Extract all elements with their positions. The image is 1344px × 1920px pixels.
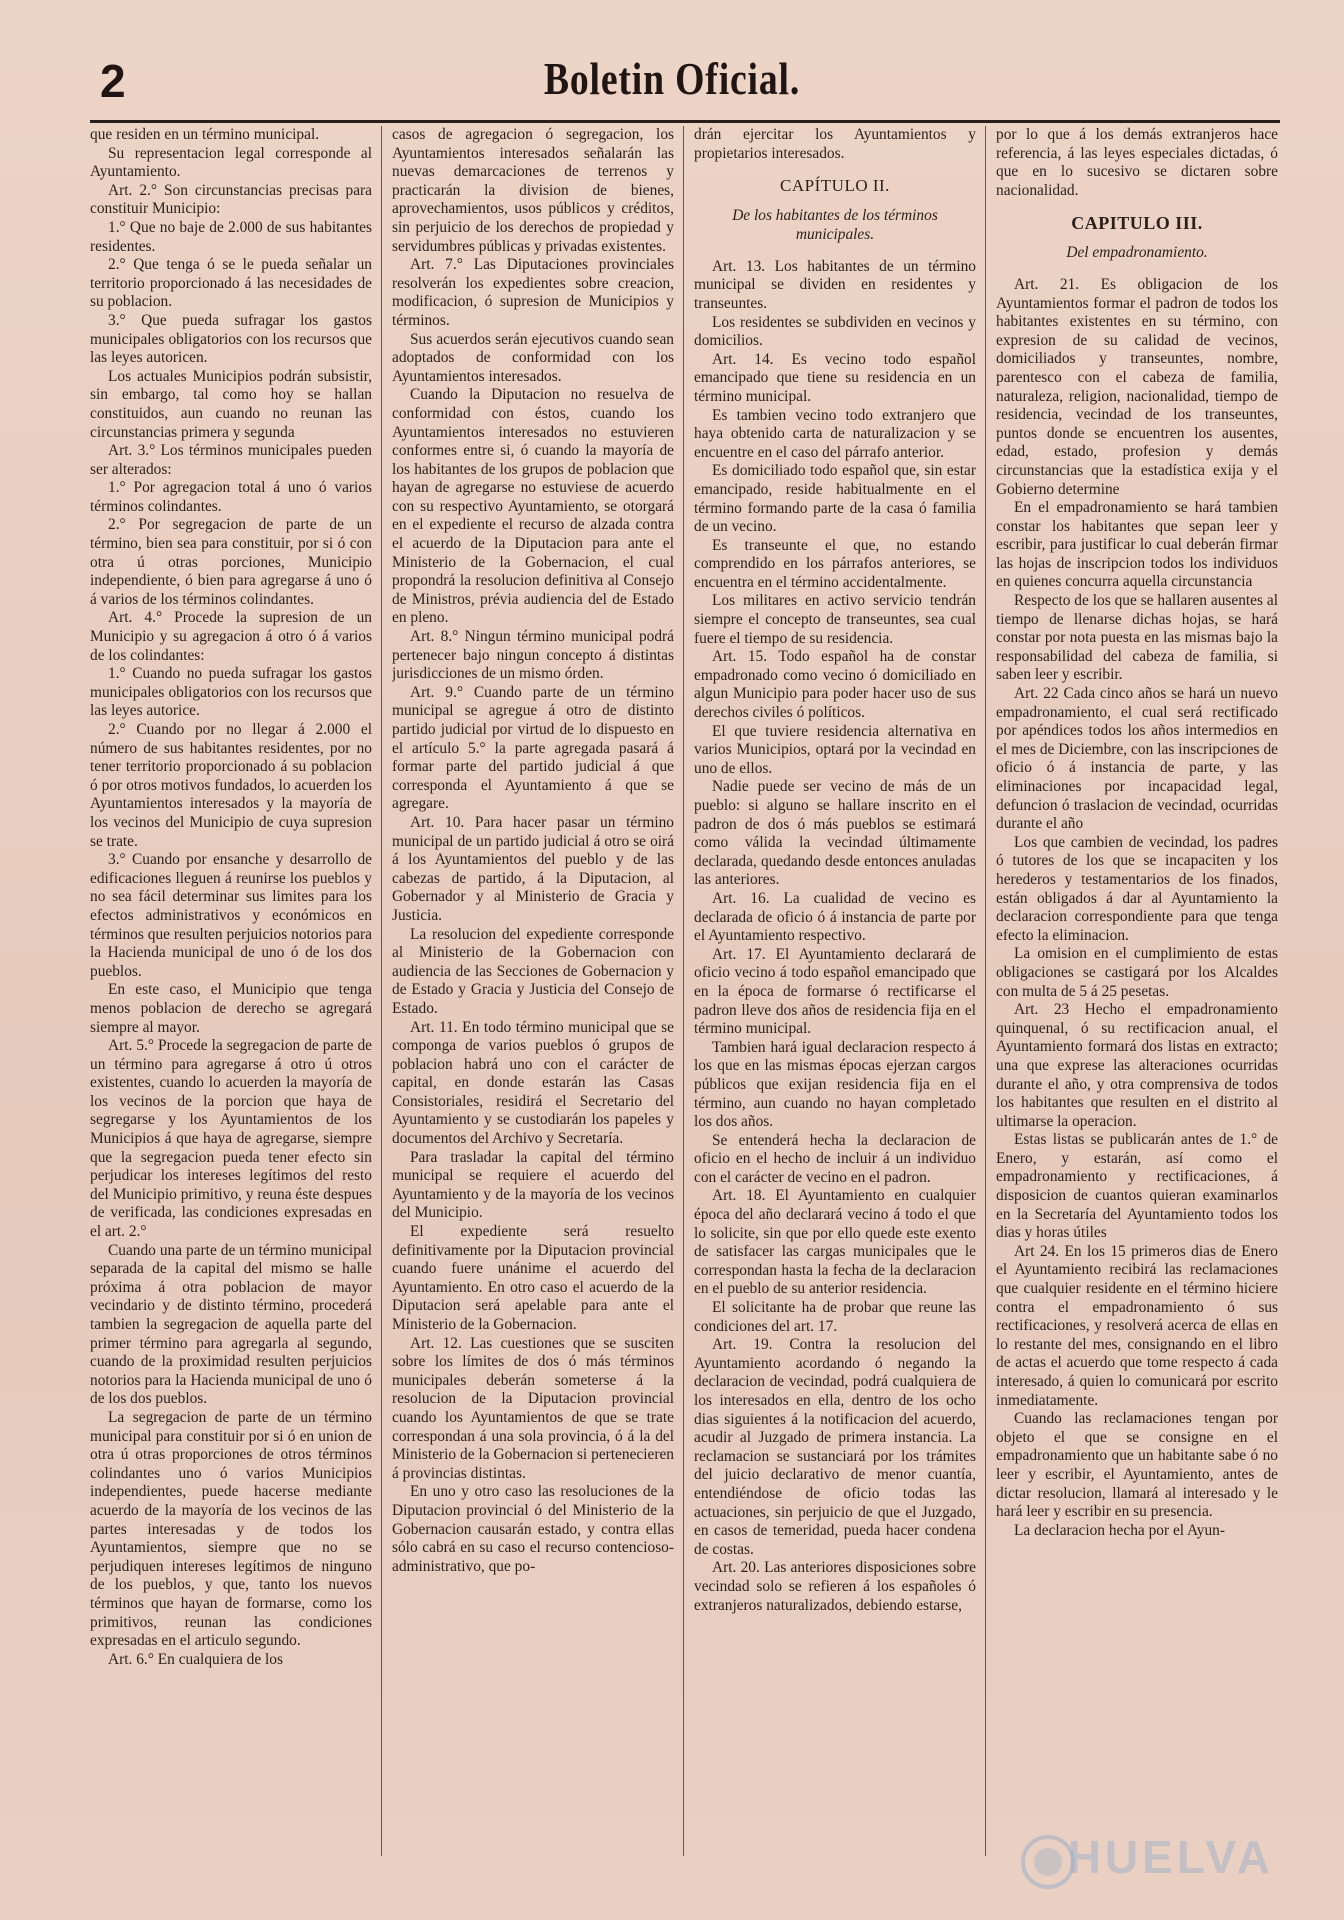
article-paragraph: Los que cambien de vecindad, los padres ó tutores de los que se incapaciten y los herederos y testamentarios de los finados, están obligados á dar al Ayuntamiento la declaracion correspondiente para que tenga efecto la eliminacion.	[996, 833, 1278, 944]
article-paragraph: Art. 11. En todo término municipal que se componga de varios pueblos ó grupos de poblacion habrá uno con el carácter de capital, en donde estarán las Casas Consistoriales, residirá el Secretario del Ayuntamiento y se custodiarán los papeles y documentos del Archivo y Secretaría.	[392, 1018, 674, 1148]
article-paragraph: Art. 17. El Ayuntamiento declarará de oficio vecino á todo español emancipado que en la época de formarse ó rectificarse el padron lleve dos años de residencia fija en el término municipal.	[694, 945, 976, 1038]
article-paragraph: En uno y otro caso las resoluciones de la Diputacion provincial ó del Ministerio de la Gobernacion causarán estado, y contra ellas sólo cabrá en su caso el recurso contencioso-administrativo, que po-	[392, 1483, 674, 1575]
article-paragraph: En este caso, el Municipio que tenga menos poblacion de derecho se agregará siempre al mayor.	[90, 981, 372, 1036]
article-paragraph: Cuando la Diputacion no resuelva de conformidad con éstos, cuando los Ayuntamientos interesados no estuvieren conformes entre si, ó cuando la mayoría de los habitantes de los grupos de poblacion que hayan de agregarse no estuviese de acuerdo con su respectivo Ayuntamiento, se otorgará en el expediente el recurso de alzada contra el acuerdo de la Diputacion para ante el Ministerio de la Gobernacion, el cual propondrá la resolucion definitiva al Consejo de Ministros, prévia audiencia del de Estado en pleno.	[392, 386, 674, 627]
article-paragraph: Art. 5.° Procede la segregacion de parte de un término para agregarse á otro ú otros existentes, cuando lo acuerden la mayoría de los vecinos de la porcion que haya de segregarse y los Ayuntamientos de los Municipios á que haya de agregarse, siempre que la segregacion pueda tener efecto sin perjudicar los intereses legítimos del resto del Municipio primitivo, y reuna éste despues de verificada, las condiciones expresadas en el art. 2.°	[90, 1037, 372, 1241]
article-paragraph: Es tambien vecino todo extranjero que haya obtenido carta de naturalizacion y se encuentre en el caso del párrafo anterior.	[694, 406, 976, 461]
text-columns	[90, 126, 1280, 1856]
article-paragraph: Art. 7.° Las Diputaciones provinciales resolverán los expedientes sobre creacion, modificacion, ó supresion de Municipios y términos.	[392, 256, 674, 329]
article-paragraph: 2.° Cuando por no llegar á 2.000 el número de sus habitantes residentes, por no tener territorio proporcionado á su poblacion ó por otros motivos fundados, lo acuerden los Ayuntamientos interesados y la mayoría de los vecinos del Municipio de cuya supresion se trate.	[90, 721, 372, 850]
article-paragraph: 3.° Cuando por ensanche y desarrollo de edificaciones lleguen á reunirse los pueblos y no sea fácil determinar sus limites para los efectos administrativos y económicos en términos que resulten perjuicios notorios para la Hacienda municipal de uno ó de los dos pueblos.	[90, 851, 372, 980]
chapter-subtitle: De los habitantes de los términos municipales.	[732, 206, 938, 243]
article-paragraph: 2.° Que tenga ó se le pueda señalar un territorio proporcionado á las necesidades de su poblacion.	[90, 256, 372, 311]
article-paragraph: Nadie puede ser vecino de más de un pueblo: si alguno se hallare inscrito en el padron de dos ó más pueblos se estimará como válida la vecindad últimamente declarada, quedando desde entonces anuladas las anteriores.	[694, 778, 976, 889]
article-paragraph: Art. 15. Todo español ha de constar empadronado como vecino ó domiciliado en algun Municipio para poder hacer uso de sus derechos civiles ó políticos.	[694, 648, 976, 722]
article-paragraph: En el empadronamiento se hará tambien constar los habitantes que sepan leer y escribir, para justificar lo cual deberán firmar las hojas de inscripcion todos los individuos en quienes concurra aquella circunstancia	[996, 499, 1278, 591]
article-paragraph: Es domiciliado todo español que, sin estar emancipado, reside habitualmente en el término formando parte de la casa ó familia de un vecino.	[694, 462, 976, 536]
column-3	[694, 126, 976, 1856]
article-paragraph: Art. 21. Es obligacion de los Ayuntamientos formar el padron de todos los habitantes existentes en su término, con expresion de su calidad de vecinos, domiciliados y transeuntes, nombre, parentesco con el cabeza de familia, naturaleza, religion, nacionalidad, tiempo de residencia, vecindad de los transeuntes, puntos donde se encuentren los ausentes, edad, estado, profesion y demás circunstancias que la estadística exija y el Gobierno determine	[996, 275, 1278, 498]
article-paragraph: 3.° Que pueda sufragar los gastos municipales obligatorios con los recursos que las leyes autoricen.	[90, 311, 372, 367]
article-paragraph: 1.° Por agregacion total á uno ó varios términos colindantes.	[90, 479, 372, 515]
article-paragraph: Art. 14. Es vecino todo español emancipado que tiene su residencia en un término municipal.	[694, 350, 976, 405]
article-paragraph: Se entenderá hecha la declaracion de oficio en el hecho de incluir á un individuo con el carácter de vecino en el padron.	[694, 1131, 976, 1186]
article-paragraph: Art. 3.° Los términos municipales pueden ser alterados:	[90, 442, 372, 478]
article-paragraph: La segregacion de parte de un término municipal para constituir por si ó en union de otra ú otras proporciones de otros términos colindantes uno ó varios Municipios independientes, puede hacerse mediante acuerdo de la mayoría de los vecinos de las partes interesadas y de todos los Ayuntamientos, siempre que no se perjudiquen intereses legítimos de ninguno de los pueblos, y que, tanto los nuevos términos que hayan de formarse, como los primitivos, reunan las condiciones expresadas en el articulo segundo.	[90, 1408, 372, 1650]
page-title: Boletin Oficial.	[543, 53, 801, 104]
chapter-heading: CAPITULO III.	[1071, 213, 1203, 234]
chapter-heading: CAPÍTULO II.	[780, 176, 890, 196]
header-rule	[90, 120, 1280, 123]
article-paragraph: Art. 4.° Procede la supresion de un Municipio y su agregacion á otro ó á varios de los colindantes:	[90, 609, 372, 664]
column-divider	[683, 126, 684, 1856]
page-header	[0, 48, 1344, 118]
article-paragraph: 1.° Que no baje de 2.000 de sus habitantes residentes.	[90, 218, 372, 255]
article-paragraph: Tambien hará igual declaracion respecto á los que en las mismas épocas ejerzan cargos públicos que exijan residencia fija en el término, aun cuando no hayan completado los dos años.	[694, 1038, 976, 1131]
chapter-subtitle: Del empadronamiento.	[1066, 243, 1208, 261]
article-paragraph: que residen en un término municipal.	[90, 126, 320, 143]
column-1	[90, 126, 372, 1856]
article-paragraph: Estas listas se publicarán antes de 1.° de Enero, y estarán, así como el empadronamiento y rectificaciones, á disposicion de cuantos quieran examinarlos en la Secretaría del Ayuntamiento todos los dias y horas útiles	[996, 1131, 1278, 1242]
article-paragraph: Respecto de los que se hallaren ausentes al tiempo de llenarse dichas hojas, se hará constar por nota puesta en las mismas bajo la responsabilidad del cabeza de familia, si saben leer y escribir.	[996, 592, 1278, 684]
article-paragraph: El solicitante ha de probar que reune las condiciones del art. 17.	[694, 1299, 976, 1335]
article-paragraph: drán ejercitar los Ayuntamientos y propietarios interesados.	[694, 126, 976, 162]
article-paragraph: Art. 16. La cualidad de vecino es declarada de oficio ó á instancia de parte por el Ayuntamiento respectivo.	[694, 889, 976, 945]
article-paragraph: El que tuviere residencia alternativa en varios Municipios, optará por la vecindad en uno de ellos.	[694, 722, 976, 777]
article-paragraph: Art 24. En los 15 primeros dias de Enero el Ayuntamiento recibirá las reclamaciones que cualquier residente en el término hiciere contra el empadronamiento ó sus rectificaciones, y resolverá acerca de ellas en lo restante del mes, consignando en el libro de actas el acuerdo que tome respecto á cada interesado, á quien lo comunicará por escrito inmediatamente.	[996, 1242, 1278, 1409]
page-number: 2	[100, 55, 126, 107]
article-paragraph: por lo que á los demás extranjeros hace referencia, á las leyes especiales dictadas, ó que en lo sucesivo se dictaren sobre nacionalidad.	[996, 126, 1278, 199]
column-2	[392, 126, 674, 1856]
article-paragraph: Art. 23 Hecho el empadronamiento quinquenal, ó su rectificacion anual, el Ayuntamiento formará dos listas en extracto; una que exprese las alteraciones ocurridas durante el año, y otra comprensiva de todos los habitantes que resulten en el distrito al ultimarse la operacion.	[996, 1001, 1278, 1130]
article-paragraph: La declaracion hecha por el Ayun-	[1014, 1521, 1225, 1539]
column-divider	[381, 126, 382, 1856]
article-paragraph: El expediente será resuelto definitivamente por la Diputacion provincial cuando fuere unánime el acuerdo del Ayuntamiento. En otro caso el acuerdo de la Diputacion será apelable para ante el Ministerio de la Gobernacion.	[392, 1223, 674, 1333]
article-paragraph: Cuando una parte de un término municipal separada de la capital del mismo se halle próxima á otra poblacion de mayor vecindario y de distinto término, procederá tambien la segregacion de aquella parte del primer término para agregarla al segundo, cuando de la proximidad resulten perjuicios notorios para la Hacienda municipal de uno ó de los dos pueblos.	[90, 1241, 372, 1408]
column-divider	[985, 126, 986, 1856]
article-paragraph: Sus acuerdos serán ejecutivos cuando sean adoptados de conformidad con los Ayuntamientos interesados.	[392, 330, 674, 385]
article-paragraph: Es transeunte el que, no estando comprendido en los párrafos anteriores, se encuentra en el término accidentalmente.	[694, 536, 976, 591]
article-paragraph: Art. 18. El Ayuntamiento en cualquier época del año declarará vecino á todo el que lo solicite, sin que por ello quede este exento de satisfacer las cargas municipales que le correspondan hasta la fecha de la declaracion en el pueblo de su anterior residencia.	[694, 1187, 976, 1298]
article-paragraph: La omision en el cumplimiento de estas obligaciones se castigará por los Alcaldes con multa de 5 á 25 pesetas.	[996, 945, 1278, 1000]
article-paragraph: Su representacion legal corresponde al Ayuntamiento.	[90, 144, 372, 181]
article-paragraph: Los actuales Municipios podrán subsistir, sin embargo, tal como hoy se hallan constituidos, aun cuando no reunan las circunstancias primera y segunda	[90, 367, 372, 441]
article-paragraph: La resolucion del expediente corresponde al Ministerio de la Gobernacion con audiencia de las Secciones de Gobernacion y de Estado y Gracia y Justicia del Consejo de Estado.	[392, 925, 674, 1017]
article-paragraph: Para trasladar la capital del término municipal se requiere el acuerdo del Ayuntamiento y de la mayoría de los vecinos del Municipio.	[392, 1148, 674, 1222]
article-paragraph: Art. 12. Las cuestiones que se susciten sobre los límites de dos ó más términos municipales deberán someterse á la resolucion de la Diputacion provincial cuando los Ayuntamientos de que se trate correspondan á una sola provincia, ó á la del Ministerio de la Gobernacion si pertenecieren á provincias distintas.	[392, 1334, 674, 1482]
article-paragraph: Art. 13. Los habitantes de un término municipal se dividen en residentes y transeuntes.	[694, 257, 976, 312]
article-paragraph: Art. 6.° En cualquiera de los	[108, 1650, 283, 1668]
article-paragraph: 1.° Cuando no pueda sufragar los gastos municipales obligatorios con los recursos que las leyes autorice.	[90, 665, 372, 720]
library-watermark: HUELVA	[1067, 1831, 1274, 1883]
article-paragraph: Art. 22 Cada cinco años se hará un nuevo empadronamiento, el cual será rectificado por apéndices todos los años intermedios en el mes de Diciembre, con las inscripciones de oficio ó á instancia de parte, y las eliminaciones por incapacidad legal, defuncion ó traslacion de vecindad, ocurridas durante el año	[996, 685, 1278, 833]
column-4	[996, 126, 1278, 1856]
article-paragraph: 2.° Por segregacion de parte de un término, bien sea para constituir, por si ó con otra ú otras porciones, Municipio independiente, ó bien para agregarse á uno ó á varios de los términos colindantes.	[90, 516, 372, 608]
article-paragraph: Los militares en activo servicio tendrán siempre el concepto de transeuntes, sea cual fuere el tiempo de su residencia.	[694, 592, 976, 647]
article-paragraph: Art. 2.° Son circunstancias precisas para constituir Municipio:	[90, 181, 372, 218]
article-paragraph: casos de agregacion ó segregacion, los Ayuntamientos interesados señalarán las nuevas demarcaciones de terrenos y practicarán la division de bienes, aprovechamientos, usos públicos y créditos, sin perjuicio de los derechos de propiedad y servidumbres públicas y privadas existentes.	[392, 126, 674, 255]
article-paragraph: Art. 10. Para hacer pasar un término municipal de un partido judicial á otro se oirá á los Ayuntamientos del pueblo y de las cabezas de partido, á la Diputacion, al Gobernador y al Ministerio de Gracia y Justicia.	[392, 813, 674, 924]
article-paragraph: Art. 9.° Cuando parte de un término municipal se agregue á otro de distinto partido judicial por virtud de lo dispuesto en el artículo 5.° la parte agregada pasará á formar parte del partido judicial á que corresponda el Ayuntamiento á que se agregare.	[392, 683, 674, 813]
article-paragraph: Art. 19. Contra la resolucion del Ayuntamiento acordando ó negando la declaracion de vecindad, podrá cualquiera de los interesados en ella, dentro de los ocho dias siguientes á la notificacion del acuerdo, acudir al Juzgado de primera instancia. La reclamacion se sustanciará por los trámites del juicio declarativo de menor cuantía, entendiéndose de oficio todas las actuaciones, sin perjuicio de que el Juzgado, en casos de temeridad, pueda hacer condena de costas.	[694, 1336, 976, 1558]
article-paragraph: Los residentes se subdividen en vecinos y domicilios.	[694, 313, 976, 350]
article-paragraph: Cuando las reclamaciones tengan por objeto el que se consigne en el empadronamiento que un habitante sabe ó no leer y escribir, el Ayuntamiento, antes de dictar resolucion, llamará al interesado y le hará leer y escribir en su presencia.	[996, 1410, 1278, 1521]
article-paragraph: Art. 20. Las anteriores disposiciones sobre vecindad solo se refieren á los españoles ó extranjeros naturalizados, debiendo estarse,	[694, 1559, 976, 1614]
article-paragraph: Art. 8.° Ningun término municipal podrá pertenecer bajo ningun concepto á distintas jurisdicciones de un mismo órden.	[392, 628, 674, 683]
